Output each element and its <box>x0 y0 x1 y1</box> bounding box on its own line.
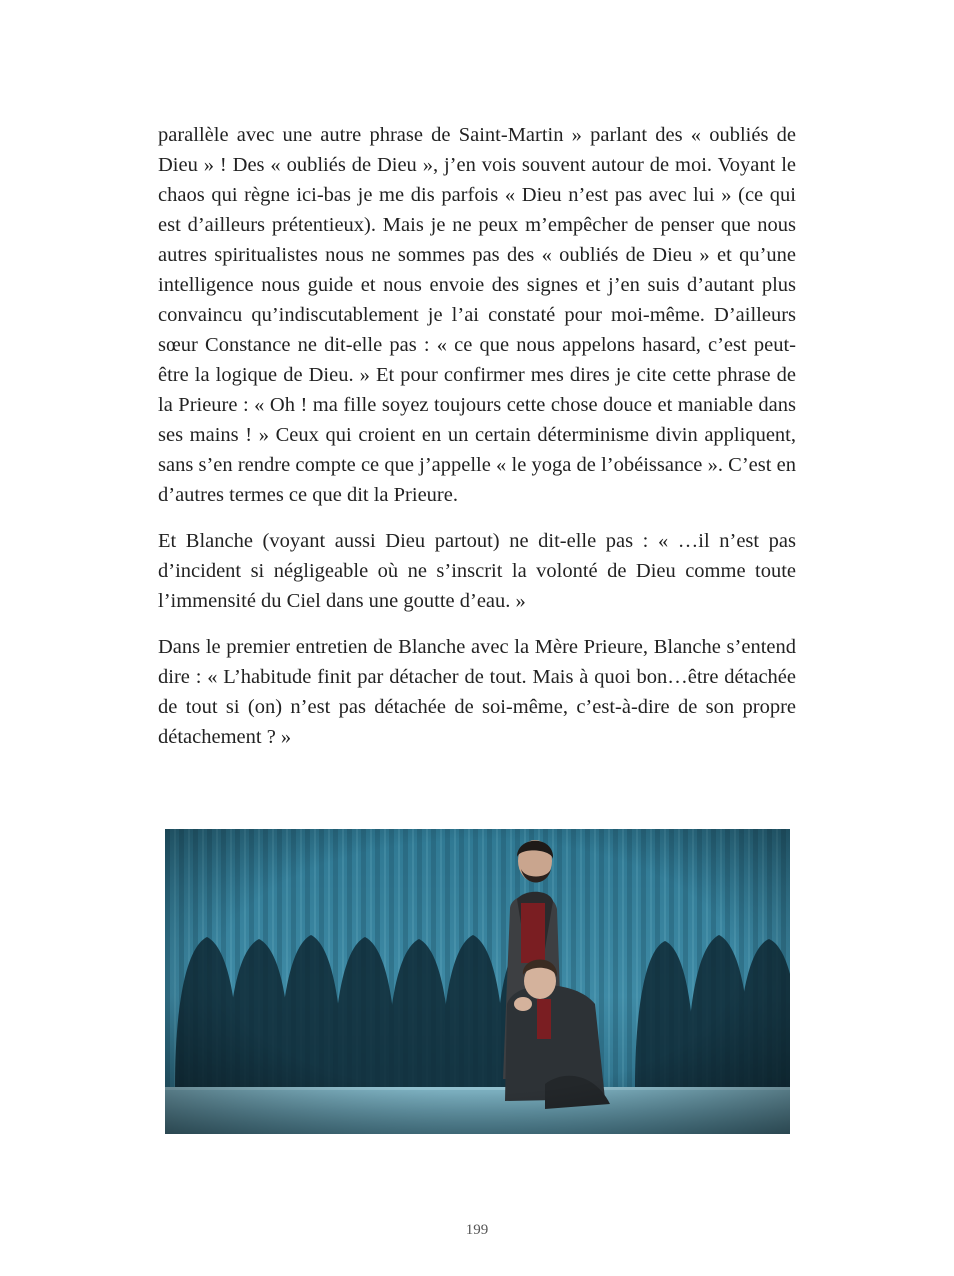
page-number: 199 <box>465 1222 489 1238</box>
paragraph-1: parallèle avec une autre phrase de Saint-Martin » parlant des « oubliés de Dieu » ! Des « oubliés de Dieu », j’en vois souvent autour de moi. Voyant le chaos qui règne ici-bas je me dis parfois « Dieu n’est pas avec lui » (ce qui est d’ailleurs prétentieux). Mais je ne peux m’empêcher de penser que nous autres spiritualistes nous ne sommes pas des « oubliés de Dieu » et qu’une intelligence nous guide et nous envoie des signes et j’en suis d’autant plus convaincu qu’indiscutablement je l’ai constaté pour moi-même. D’ailleurs sœur Constance ne dit-elle pas : « ce que nous appelons hasard, c’est peut-être la logique de Dieu. » Et pour confirmer mes dires je cite cette phrase de la Prieure : « Oh ! ma fille soyez toujours cette chose douce et maniable dans ses mains ! » Ceux qui croient en un certain déterminisme divin appliquent, sans s’en rendre compte ce que j’appelle « le yoga de l’obéissance ». C’est en d’autres termes ce que dit la Prieure. <box>158 124 796 506</box>
document-body <box>158 120 796 768</box>
stage-photo-illustration <box>165 829 790 1134</box>
paragraph-2: Et Blanche (voyant aussi Dieu partout) ne dit-elle pas : « …il n’est pas d’incident si négligeable où ne s’inscrit la volonté de Dieu comme toute l’immensité du Ciel dans une goutte d’eau. » <box>158 530 796 612</box>
stage-photo <box>165 829 790 1134</box>
paragraph-3: Dans le premier entretien de Blanche avec la Mère Prieure, Blanche s’entend dire : « L’habitude finit par détacher de tout. Mais à quoi bon…être détachée de tout si (on) n’est pas détachée de soi-même, c’est-à-dire de son propre détachement ? » <box>158 636 796 748</box>
